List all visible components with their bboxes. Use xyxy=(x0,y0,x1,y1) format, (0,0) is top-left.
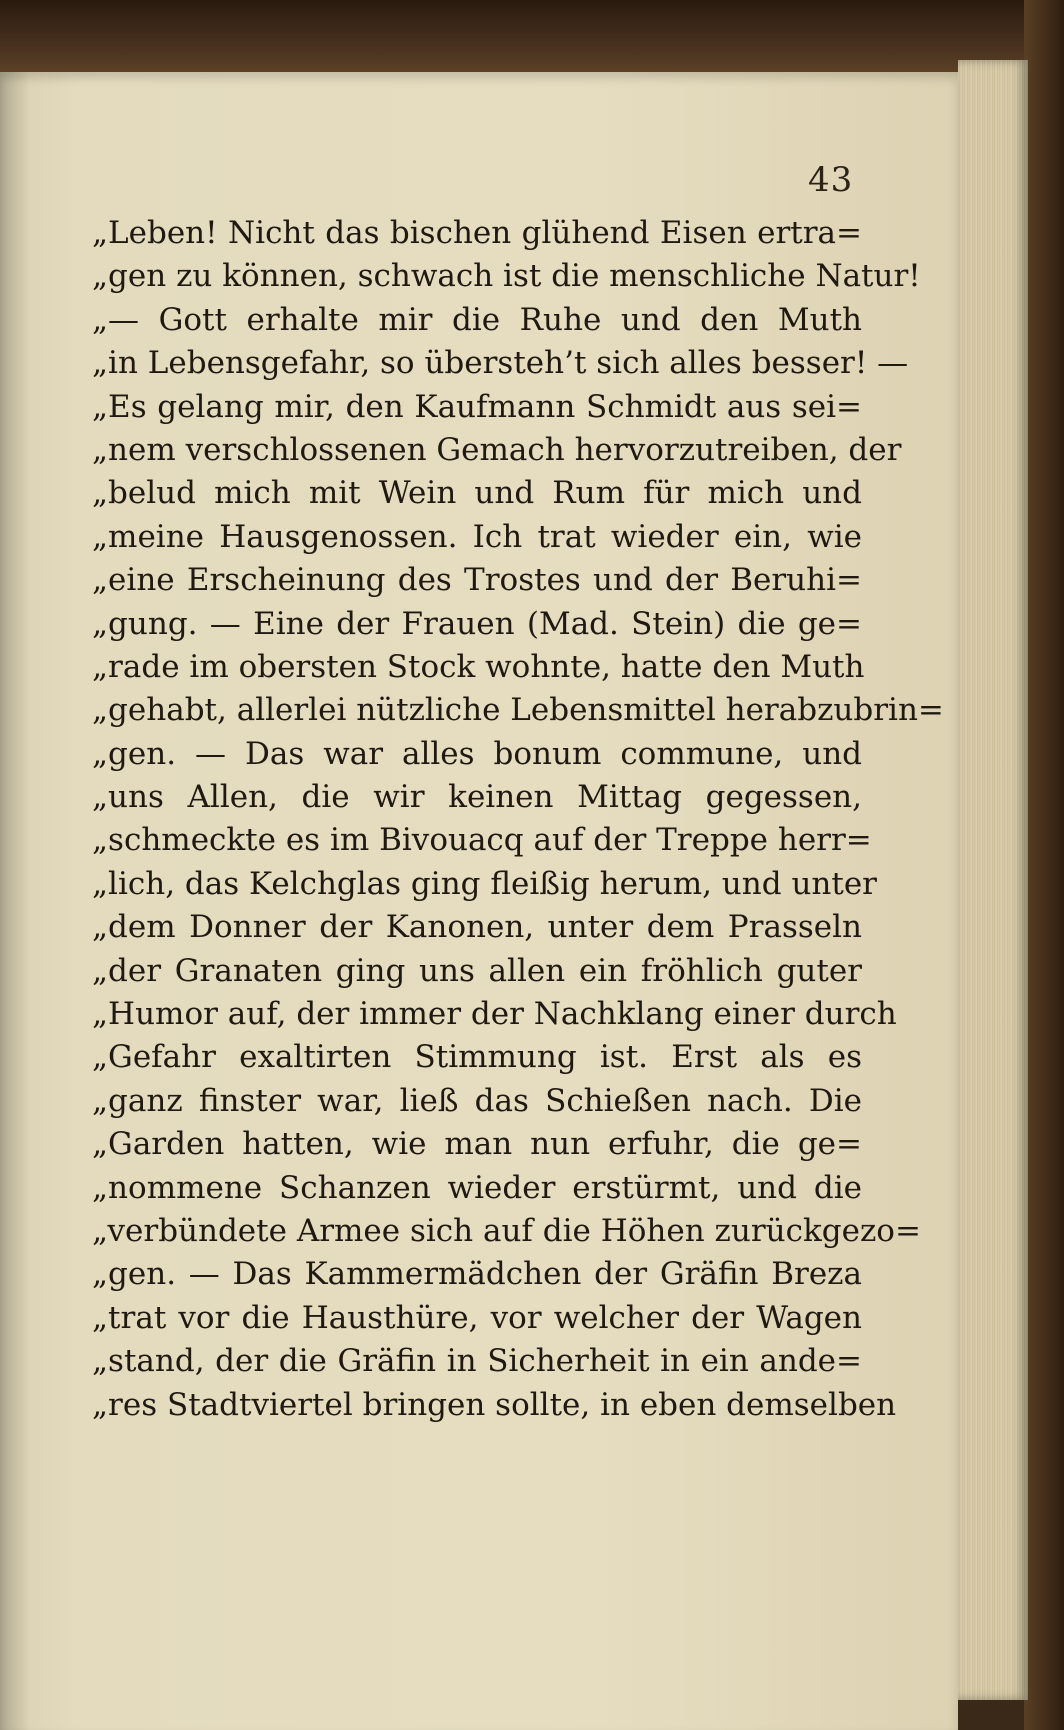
text-line: „belud mich mit Wein und Rum für mich und xyxy=(92,475,862,512)
text-line: „gehabt, allerlei nützliche Lebensmittel herabzubrin= xyxy=(92,692,944,729)
text-line: „trat vor die Hausthüre, vor welcher der Wagen xyxy=(92,1299,862,1336)
text-line: „gung. — Eine der Frauen (Mad. Stein) die ge= xyxy=(92,605,862,642)
text-line: „der Granaten ging uns allen ein fröhlich guter xyxy=(92,952,862,989)
text-line: „in Lebensgefahr, so übersteh’t sich alles besser! — xyxy=(92,345,909,382)
text-line: „Humor auf, der immer der Nachklang einer durch xyxy=(92,996,897,1033)
text-line: „stand, der die Gräfin in Sicherheit in ein ande= xyxy=(92,1343,862,1380)
book-cover-right xyxy=(1024,0,1064,1730)
text-line: „eine Erscheinung des Trostes und der Beruhi= xyxy=(92,562,862,599)
text-line: „res Stadtviertel bringen sollte, in eben demselben xyxy=(92,1386,897,1423)
text-line: „Leben! Nicht das bischen glühend Eisen ertra= xyxy=(92,215,862,251)
text-line: „schmeckte es im Bivouacq auf der Treppe herr= xyxy=(92,822,872,859)
text-line: „nommene Schanzen wieder erstürmt, und die xyxy=(92,1169,862,1206)
text-line: „Garden hatten, wie man nun erfuhr, die ge= xyxy=(92,1126,862,1163)
text-line: „rade im obersten Stock wohnte, hatte den Muth xyxy=(92,648,865,685)
text-line: „nem verschlossenen Gemach hervorzutreiben, der xyxy=(92,431,902,468)
text-line: „lich, das Kelchglas ging fleißig herum, und unter xyxy=(92,865,877,902)
text-line: „uns Allen, die wir keinen Mittag gegessen, xyxy=(92,779,862,816)
page-edges xyxy=(958,60,1028,1700)
text-line: „gen. — Das war alles bonum commune, und xyxy=(92,735,862,772)
text-line: „ganz finster war, ließ das Schießen nach. Die xyxy=(92,1082,862,1119)
text-line: „dem Donner der Kanonen, unter dem Prasseln xyxy=(92,909,862,946)
text-line: „gen. — Das Kammermädchen der Gräfin Breza xyxy=(92,1256,862,1293)
text-line: „Gefahr exaltirten Stimmung ist. Erst als es xyxy=(92,1039,862,1076)
gutter-shadow xyxy=(0,72,30,1730)
page-number: 43 xyxy=(808,160,854,200)
text-line: „verbündete Armee sich auf die Höhen zurückgezo= xyxy=(92,1212,921,1249)
text-line: „— Gott erhalte mir die Ruhe und den Muth xyxy=(92,301,862,338)
body-text xyxy=(92,212,944,1427)
text-line: „meine Hausgenossen. Ich trat wieder ein, wie xyxy=(92,518,862,555)
text-line: „gen zu können, schwach ist die menschliche Natur! xyxy=(92,258,921,295)
text-line: „Es gelang mir, den Kaufmann Schmidt aus sei= xyxy=(92,388,862,425)
